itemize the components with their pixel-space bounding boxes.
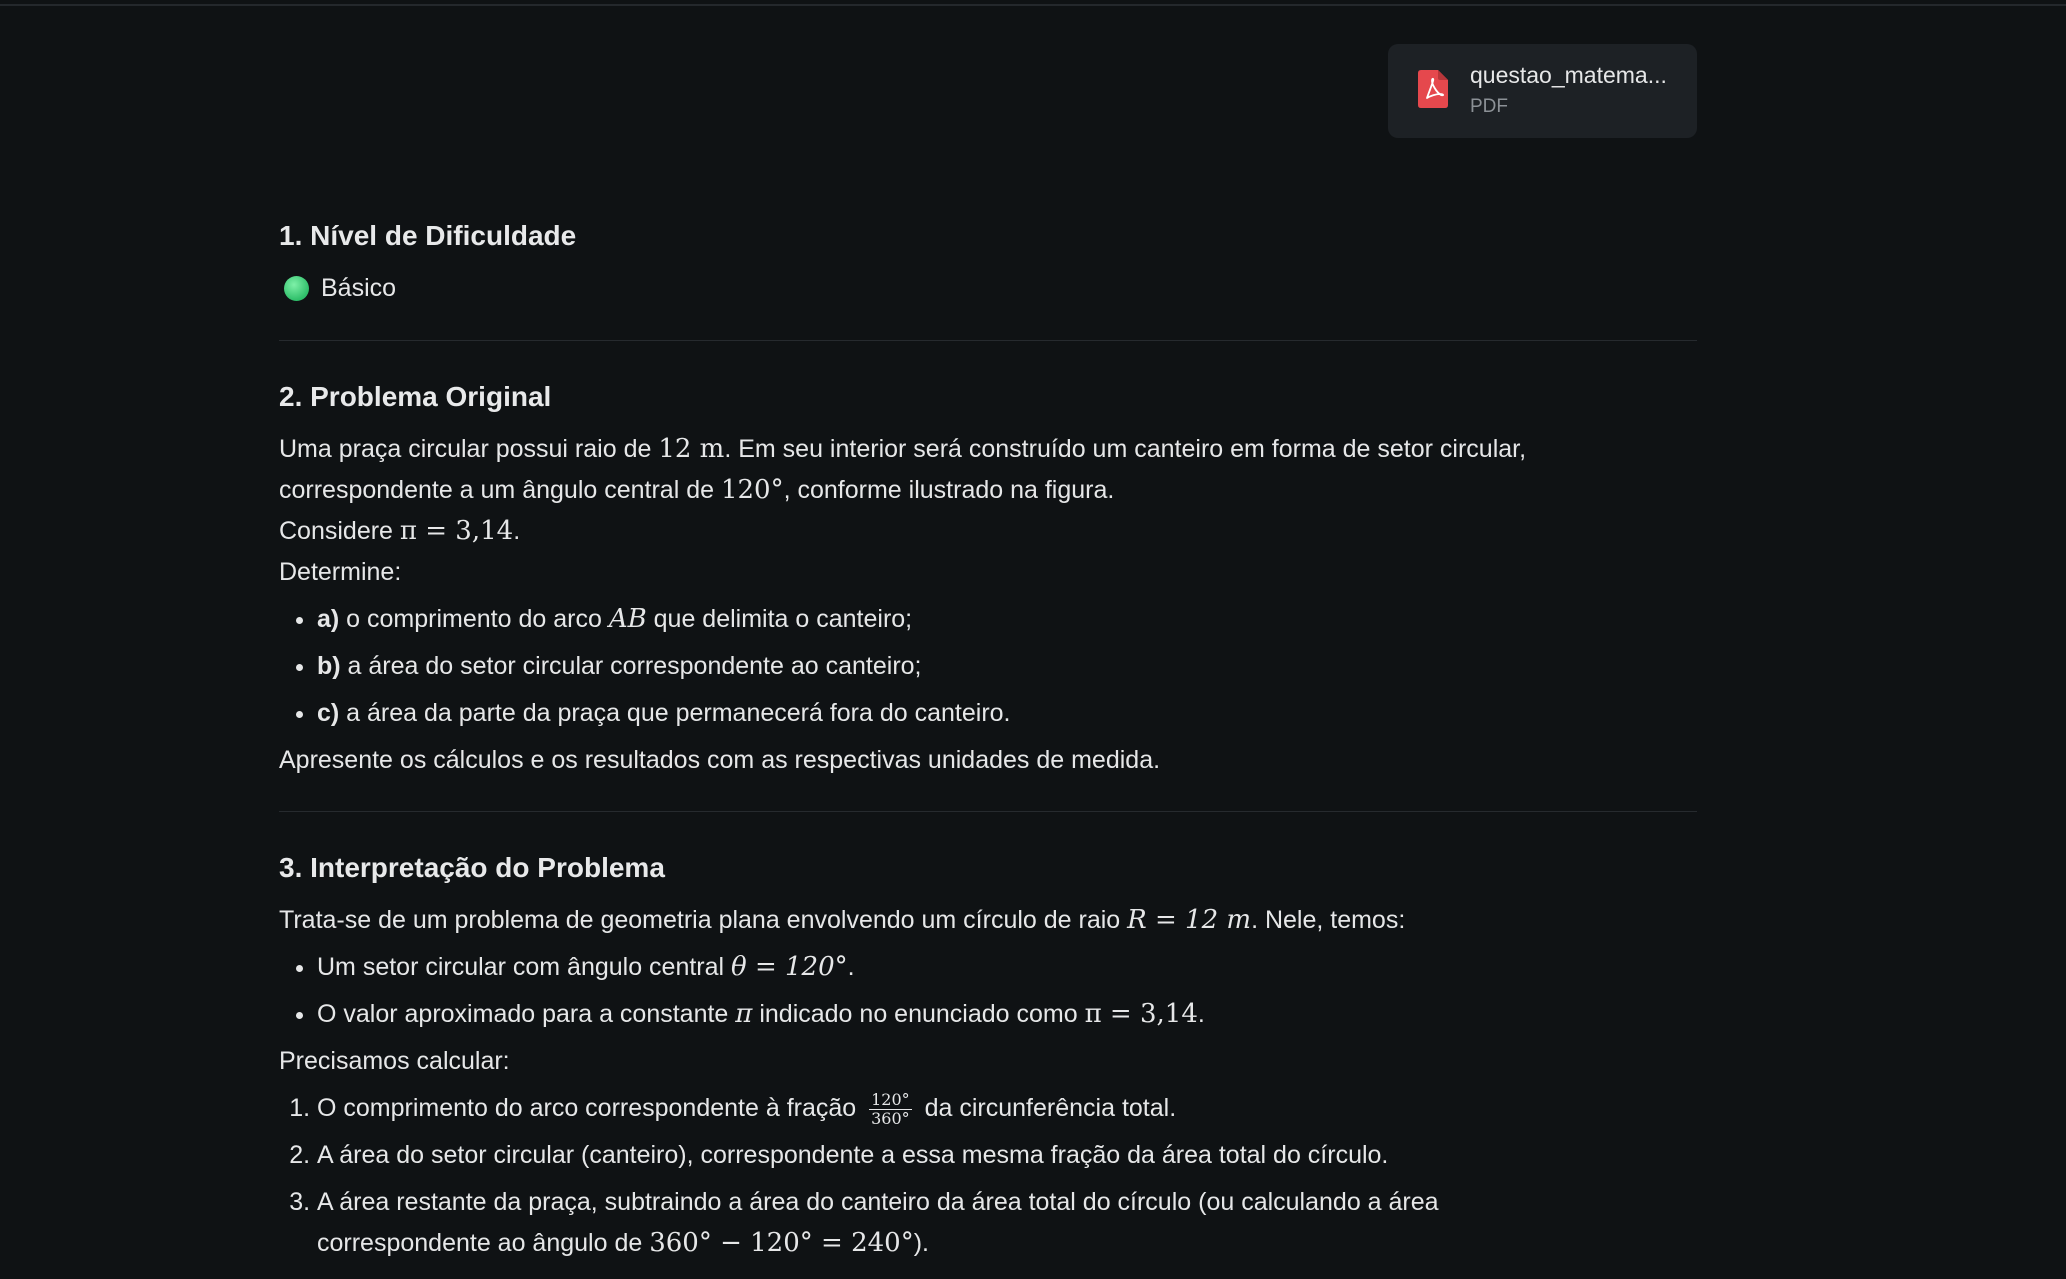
message-content (279, 210, 1697, 1270)
math-remaining-angle: 360° − 120° = 240° (649, 1228, 914, 1258)
math-pi: π = 3,14 (399, 516, 514, 546)
determine-line: Determine: (279, 558, 402, 586)
problem-paragraph: Uma praça circular possui raio de 12 m. Em seu interior será construído um canteiro em forma de setor circular, correspondente a um ângulo central de 120°, conforme ilustrado na figura. (279, 434, 1527, 505)
green-circle-icon (284, 276, 309, 301)
math-R: R = 12 m (1127, 905, 1252, 935)
instructions-line: Apresente os cálculos e os resultados com as respectivas unidades de medida. (279, 746, 1161, 774)
section-heading-interpretation: 3. Interpretação do Problema (279, 852, 665, 883)
top-border (0, 0, 2066, 6)
calculation-steps-list (279, 1088, 1697, 1264)
consider-pi-line: Considere π = 3,14. (279, 516, 521, 546)
list-item: 2. A área do setor circular (canteiro), correspondente a essa mesma fração da área total do círculo. (317, 1135, 1697, 1176)
math-arc: AB (608, 604, 647, 634)
difficulty-label: Básico (321, 273, 397, 302)
list-item: • c) a área da parte da praça que permanecerá fora do canteiro. (317, 693, 1697, 734)
math-theta: θ = 120° (731, 952, 848, 982)
math-pi-value: π = 3,14 (1084, 999, 1198, 1029)
section-heading-difficulty: 1. Nível de Dificuldade (279, 220, 577, 251)
interpretation-intro: Trata-se de um problema de geometria plana envolvendo um círculo de raio R = 12 m. Nele, temos: (279, 905, 1406, 935)
math-radius: 12 m (658, 434, 725, 464)
list-item: • Um setor circular com ângulo central θ = 120°. (317, 947, 1697, 988)
list-item: • b) a área do setor circular correspondente ao canteiro; (317, 646, 1697, 687)
list-item: 3. A área restante da praça, subtraindo a área do canteiro da área total do círculo (ou calculando a área correspondente ao ângulo de 360° − 120° = 240°). (317, 1182, 1697, 1264)
section-divider (279, 340, 1697, 341)
list-item: • O valor aproximado para a constante π indicado no enunciado como π = 3,14. (317, 994, 1697, 1035)
need-calculate-line: Precisamos calcular: (279, 1047, 510, 1075)
pdf-icon (1418, 70, 1448, 108)
difficulty-badge (279, 266, 1697, 310)
interpretation-bullets (279, 947, 1697, 1035)
list-item: 1. O comprimento do arco correspondente à fração $\frac{120^\circ}{360^\circ}$ da circunferência total. (317, 1088, 1697, 1129)
math-fraction: $\frac{120^\circ}{360^\circ}$ (871, 1089, 910, 1128)
problem-items-list (279, 599, 1697, 734)
list-item: • a) o comprimento do arco AB que delimita o canteiro; (317, 599, 1697, 640)
section-heading-original-problem: 2. Problema Original (279, 381, 552, 412)
math-angle: 120° (720, 475, 784, 505)
attachment-file-type: PDF (1470, 96, 1508, 117)
section-divider (279, 811, 1697, 812)
pdf-attachment-card[interactable] (1388, 44, 1697, 138)
attachment-file-name: questao_matema... (1470, 62, 1667, 88)
